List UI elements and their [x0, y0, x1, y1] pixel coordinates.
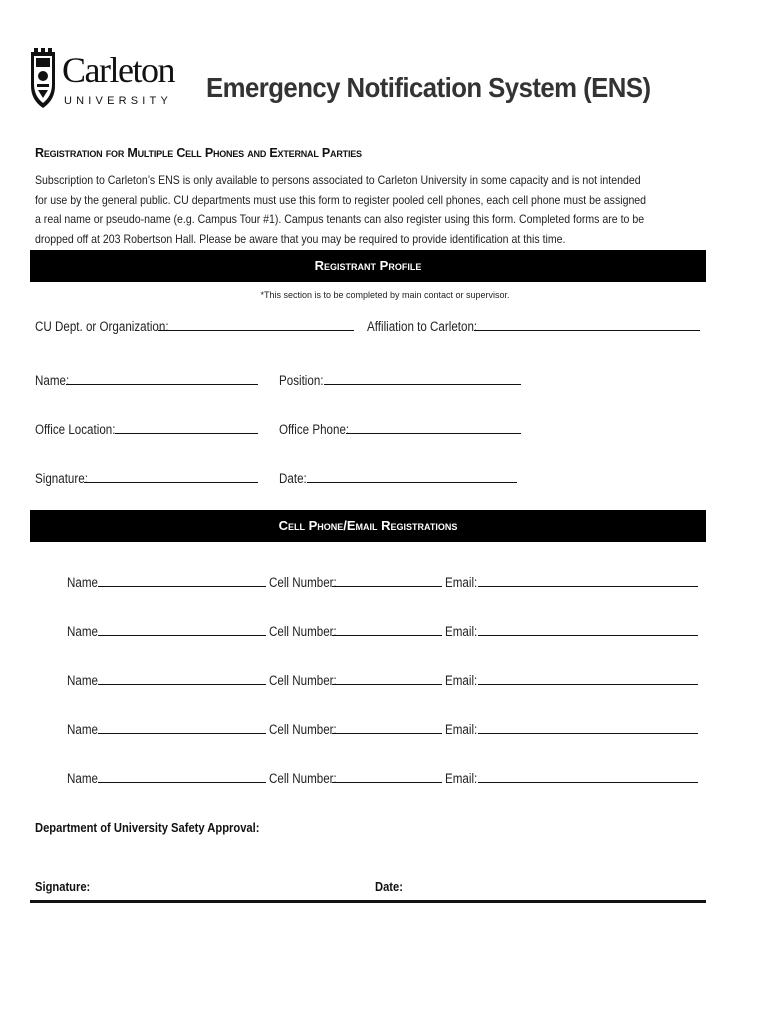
intro-paragraph: Subscription to Carleton’s ENS is only available to persons associated to Carleton University in some capacity and is not intended for use by the general public. CU departments must use this form to register pooled cell phones, each cell phone must be assigned a real name or pseudo-name (e.g. Campus Tour #1). Campus tenants can also register using this form. Completed forms are to be dropped off at 203 Robertson Hall. Please be aware that you may be required to provide identification at this time. [35, 173, 647, 246]
reg-cell-input-line[interactable] [332, 782, 442, 783]
office-location-input-line[interactable] [115, 433, 258, 434]
reg-email-input-line[interactable] [478, 684, 698, 685]
office-phone-input-line[interactable] [346, 433, 521, 434]
reg-name-label: Name [67, 624, 98, 639]
shield-icon [30, 48, 56, 110]
logo-subtext: UNIVERSITY [64, 95, 173, 107]
date-input-line[interactable] [307, 482, 517, 483]
reg-email-input-line[interactable] [478, 586, 698, 587]
reg-email-label: Email: [445, 771, 478, 786]
reg-email-label: Email: [445, 624, 478, 639]
reg-cell-label: Cell Number: [269, 673, 337, 688]
approval-signature-line[interactable] [30, 900, 706, 903]
reg-email-input-line[interactable] [478, 733, 698, 734]
position-input-line[interactable] [324, 384, 521, 385]
reg-name-label: Name [67, 575, 98, 590]
reg-email-label: Email: [445, 722, 478, 737]
reg-cell-input-line[interactable] [332, 684, 442, 685]
registrations-header: Cell Phone/Email Registrations [30, 510, 706, 542]
reg-email-label: Email: [445, 575, 478, 590]
name-field-label: Name: [35, 373, 70, 388]
position-field-label: Position: [279, 373, 324, 388]
reg-cell-label: Cell Number: [269, 771, 337, 786]
document-title: Emergency Notification System (ENS) [206, 72, 651, 103]
reg-name-label: Name [67, 771, 98, 786]
reg-email-input-line[interactable] [478, 782, 698, 783]
signature-input-line[interactable] [84, 482, 258, 483]
reg-name-label: Name [67, 722, 98, 737]
reg-cell-label: Cell Number: [269, 575, 337, 590]
approval-heading: Department of University Safety Approval: [35, 820, 260, 835]
office-phone-label: Office Phone: [279, 422, 350, 437]
reg-cell-label: Cell Number: [269, 722, 337, 737]
reg-name-input-line[interactable] [98, 684, 266, 685]
dept-field-label: CU Dept. or Organization: [35, 319, 169, 334]
reg-name-input-line[interactable] [98, 586, 266, 587]
reg-cell-input-line[interactable] [332, 635, 442, 636]
dept-input-line[interactable] [158, 330, 354, 331]
signature-field-label: Signature: [35, 471, 88, 486]
reg-email-label: Email: [445, 673, 478, 688]
reg-name-label: Name [67, 673, 98, 688]
registrant-profile-header: Registrant Profile [30, 250, 706, 282]
reg-name-input-line[interactable] [98, 733, 266, 734]
approval-signature-label: Signature: [35, 879, 91, 894]
form-subtitle: Registration for Multiple Cell Phones and External Parties [35, 146, 362, 160]
affiliation-field-label: Affiliation to Carleton: [367, 319, 478, 334]
name-input-line[interactable] [66, 384, 258, 385]
office-location-label: Office Location: [35, 422, 116, 437]
reg-cell-input-line[interactable] [332, 733, 442, 734]
reg-email-input-line[interactable] [478, 635, 698, 636]
reg-cell-label: Cell Number: [269, 624, 337, 639]
carleton-logo [30, 48, 174, 112]
approval-date-label: Date: [375, 879, 403, 894]
affiliation-input-line[interactable] [474, 330, 700, 331]
date-field-label: Date: [279, 471, 307, 486]
section-note: *This section is to be completed by main contact or supervisor. [260, 290, 510, 300]
reg-name-input-line[interactable] [98, 782, 266, 783]
logo-wordmark: Carleton [62, 50, 174, 90]
reg-cell-input-line[interactable] [332, 586, 442, 587]
reg-name-input-line[interactable] [98, 635, 266, 636]
